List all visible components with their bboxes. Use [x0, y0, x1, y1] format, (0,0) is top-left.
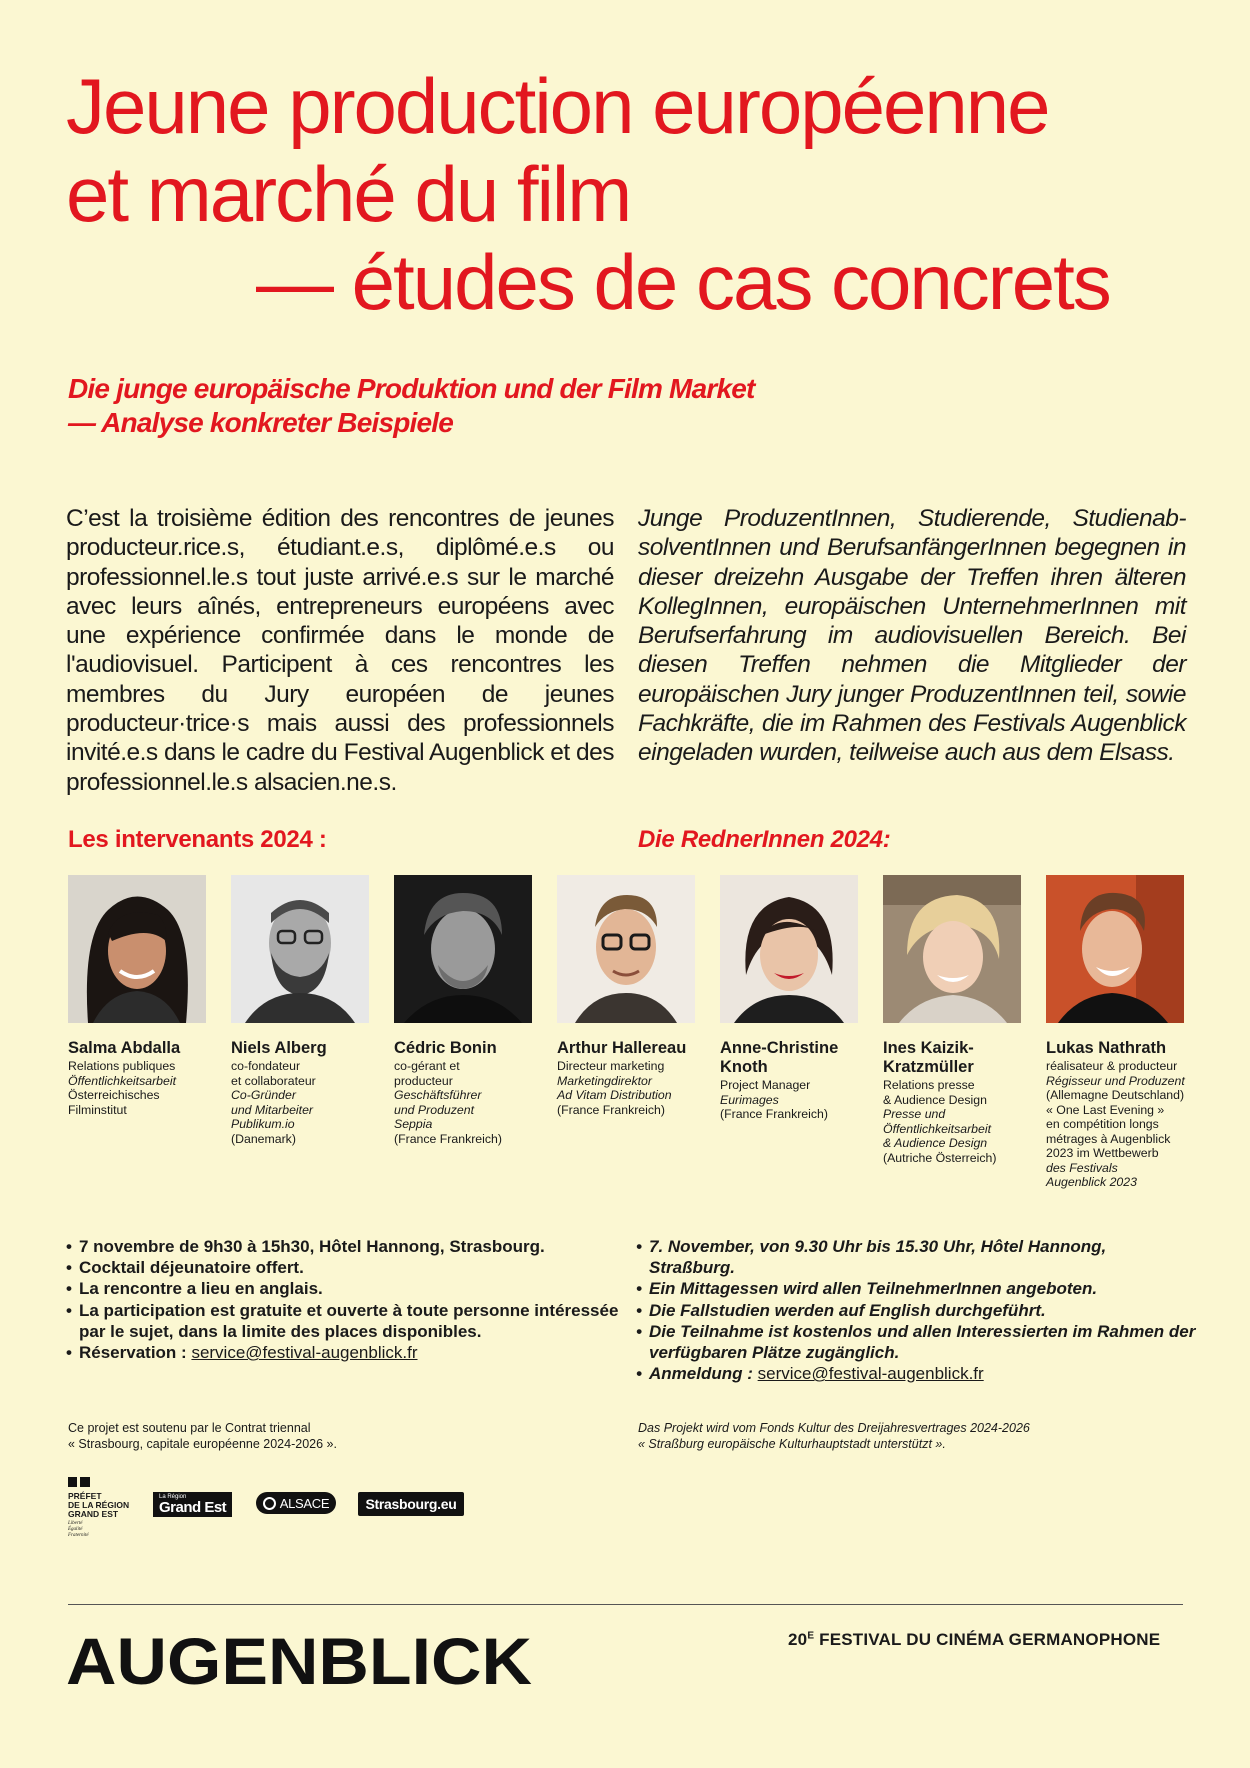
festival-tagline-text: FESTIVAL DU CINÉMA GERMANOPHONE [814, 1630, 1161, 1649]
footer-divider [68, 1604, 1183, 1605]
speaker-info-line: Project Manager [720, 1078, 811, 1092]
festival-edition-suffix: E [807, 1630, 815, 1642]
speaker-info-line: Öffentlichkeitsarbeit [883, 1121, 991, 1136]
speaker-info-line: Marketingdirektor [557, 1073, 652, 1088]
speaker-photo [68, 875, 206, 1023]
augenblick-logo-text: AUGENBLICK [66, 1628, 533, 1688]
speaker-photo [1046, 875, 1184, 1023]
page-title [66, 62, 1206, 326]
alsace-logo [256, 1492, 336, 1514]
speaker-name: Anne-Christine Knoth [720, 1039, 839, 1076]
speaker-info [231, 1059, 371, 1146]
support-note-french [68, 1421, 337, 1452]
info-item: • Die Fallstudien werden auf English durchgeführt. [636, 1300, 1196, 1321]
speaker-card [883, 875, 1023, 1165]
speaker-info-line: Ad Vitam Distribution [557, 1088, 672, 1102]
support-line: Ce projet est soutenu par le Contrat triennal [68, 1421, 311, 1435]
speaker-name: Cédric Bonin [394, 1039, 497, 1057]
title-line-1: Jeune production européenne [66, 62, 1049, 150]
info-item: • La rencontre a lieu en anglais. [66, 1278, 626, 1299]
speaker-card [68, 875, 208, 1117]
speaker-info [1046, 1059, 1186, 1190]
speaker-info [883, 1078, 1023, 1165]
speaker-info-line: und Produzent [394, 1102, 474, 1117]
email-link[interactable]: service@festival-augenblick.fr [191, 1343, 418, 1363]
speaker-info-line: en compétition longs [1046, 1117, 1159, 1131]
speaker-info-line: (France Frankreich) [720, 1107, 828, 1121]
speaker-info-line: « One Last Evening » [1046, 1102, 1165, 1117]
info-item-reservation [66, 1342, 626, 1363]
speaker-info-line: métrages à Augenblick [1046, 1131, 1171, 1146]
speaker-info-line: (France Frankreich) [557, 1102, 665, 1117]
speaker-info-line: (France Frankreich) [394, 1131, 502, 1146]
speaker-info-line: & Audience Design [883, 1092, 987, 1107]
speaker-card [1046, 875, 1186, 1190]
strasbourg-label: Strasbourg.eu [365, 1496, 457, 1512]
speaker-info-line: Eurimages [720, 1092, 779, 1107]
title-line-2: et marché du film [66, 150, 631, 238]
practical-info-german [636, 1236, 1196, 1384]
marianne-icon [68, 1477, 90, 1487]
speaker-info [557, 1059, 697, 1117]
speaker-card [231, 875, 371, 1146]
speaker-photo [883, 875, 1021, 1023]
speaker-photo [394, 875, 532, 1023]
speaker-info-line: Relations presse [883, 1078, 975, 1092]
speaker-info-line: des Festivals [1046, 1160, 1118, 1175]
speaker-info [68, 1059, 208, 1117]
festival-edition-number: 20 [788, 1630, 808, 1649]
alsace-label: ALSACE [279, 1495, 330, 1511]
prefet-logo [68, 1474, 138, 1539]
speaker-info-line: (Danemark) [231, 1131, 296, 1146]
speaker-photo [231, 875, 369, 1023]
speaker-info-line: et collaborateur [231, 1073, 316, 1088]
email-link[interactable]: service@festival-augenblick.fr [757, 1364, 984, 1384]
alsace-emblem-icon [263, 1497, 276, 1510]
speaker-info-line: Geschäftsführer [394, 1088, 482, 1102]
region-label: Grand Est [159, 1499, 227, 1516]
speaker-info-line: co-fondateur [231, 1059, 301, 1073]
registration-label: Anmeldung : [649, 1364, 753, 1384]
prefet-line: DE LA RÉGION [68, 1500, 130, 1510]
speaker-card [557, 875, 697, 1117]
speaker-info-line: Directeur marketing [557, 1059, 665, 1073]
info-item: • Cocktail déjeunatoire offert. [66, 1257, 626, 1278]
info-item: • La participation est gratuite et ouverte à toute personne intéressée par le sujet, dans la limite des places disponibles. [66, 1300, 626, 1342]
speaker-info-line: 2023 im Wettbewerb [1046, 1146, 1159, 1160]
strasbourg-logo [358, 1492, 464, 1516]
page-subtitle [68, 372, 968, 440]
speakers-heading-german: Die RednerInnen 2024: [638, 826, 891, 853]
region-grand-est-logo [153, 1492, 232, 1517]
speaker-name: Niels Alberg [231, 1039, 327, 1057]
speaker-name: Salma Abdalla [68, 1039, 181, 1057]
intro-german: Junge ProduzentInnen, Studierende, Studienab- solventInnen und BerufsanfängerInnen begegnen in dieser dreizehn Ausgabe der Treffen ihren älteren KollegInnen, europäischen UnternehmerInnen mit Berufserfahrung im audiovisuellen Bereich. Bei diesen Treffen nehmen die Mitglieder der europäischen Jury junger ProduzentInnen teil, sowie Fachkräfte, die im Rahmen des Festivals Augenblick eingeladen wurden, teilweise auch aus dem Elsass. [638, 505, 1186, 767]
subtitle-line-2: — Analyse konkreter Beispiele [68, 407, 454, 438]
speaker-card [720, 875, 860, 1122]
speaker-info [720, 1078, 860, 1122]
info-item: • 7. November, von 9.30 Uhr bis 15.30 Uhr, Hôtel Hannong, Straßburg. [636, 1236, 1196, 1278]
speaker-name: Arthur Hallereau [557, 1039, 687, 1057]
speaker-info-line: Publikum.io [231, 1117, 295, 1131]
speaker-info-line: Relations publiques [68, 1059, 176, 1073]
speaker-info-line: Filminstitut [68, 1102, 127, 1117]
speaker-info-line: Co-Gründer [231, 1088, 296, 1102]
speaker-info-line: Augenblick 2023 [1046, 1175, 1137, 1189]
motto-line: Égalité [68, 1527, 83, 1532]
prefet-line: PRÉFET [68, 1491, 102, 1501]
speaker-info-line: (Autriche Österreich) [883, 1150, 997, 1165]
support-note-german [638, 1421, 1030, 1452]
motto-line: Fraternité [68, 1533, 89, 1538]
speaker-info-line: co-gérant et [394, 1059, 460, 1073]
practical-info-french [66, 1236, 626, 1363]
region-small-label: La Région [159, 1494, 187, 1500]
speaker-name: Lukas Nathrath [1046, 1039, 1167, 1057]
motto-line: Liberté [68, 1521, 83, 1526]
speaker-info-line: & Audience Design [883, 1136, 988, 1150]
speaker-info [394, 1059, 534, 1146]
reservation-label: Réservation : [79, 1343, 187, 1363]
speaker-info-line: Seppia [394, 1117, 433, 1131]
speaker-photo [557, 875, 695, 1023]
info-item-registration [636, 1363, 1196, 1384]
speakers-heading-french: Les intervenants 2024 : [68, 826, 327, 853]
speaker-info-line: réalisateur & producteur [1046, 1059, 1178, 1073]
subtitle-line-1: Die junge europäische Produktion und der Film Market [68, 373, 755, 404]
speaker-info-line: producteur [394, 1073, 453, 1088]
speaker-info-line: (Allemagne Deutschland) [1046, 1088, 1185, 1102]
speaker-info-line: Presse und [883, 1107, 946, 1121]
speaker-info-line: und Mitarbeiter [231, 1102, 314, 1117]
info-item: • Ein Mittagessen wird allen TeilnehmerInnen angeboten. [636, 1278, 1196, 1299]
augenblick-logo [66, 1628, 536, 1688]
info-item: • 7 novembre de 9h30 à 15h30, Hôtel Hannong, Strasbourg. [66, 1236, 626, 1257]
support-line: « Straßburg europäische Kulturhauptstadt unterstützt ». [638, 1436, 946, 1451]
info-item: • Die Teilnahme ist kostenlos und allen Interessierten im Rahmen der verfügbaren Plätze zugänglich. [636, 1321, 1196, 1363]
speaker-info-line: Österreichisches [68, 1088, 160, 1102]
speaker-card [394, 875, 534, 1146]
intro-french: C’est la troisième édition des rencontres de jeunes producteur.rice.s, étudiant.e.s, diplômé.e.s ou professionnel.le.s tout juste arrivé.e.s sur le marché avec leurs aînés, entrepreneurs européens avec une expérience confirmée dans le monde de l'audiovisuel. Participent à ces rencontres les membres du Jury européen de jeunes producteur·trice·s mais aussi des professionnels invité.e.s dans le cadre du Festival Augenblick et des professionnel.le.s alsacien.ne.s. [66, 505, 614, 796]
title-line-3: — études de cas concrets [256, 238, 1110, 326]
support-line: « Strasbourg, capitale européenne 2024-2026 ». [68, 1436, 337, 1451]
speaker-info-line: Öffentlichkeitsarbeit [68, 1073, 176, 1088]
speaker-photo [720, 875, 858, 1023]
support-line: Das Projekt wird vom Fonds Kultur des Dreijahresvertrages 2024-2026 [638, 1421, 1030, 1435]
speaker-name: Ines Kaizik- Kratzmüller [883, 1039, 974, 1076]
festival-tagline [788, 1630, 1160, 1650]
prefet-line: GRAND EST [68, 1509, 119, 1519]
speaker-info-line: Régisseur und Produzent [1046, 1073, 1185, 1088]
